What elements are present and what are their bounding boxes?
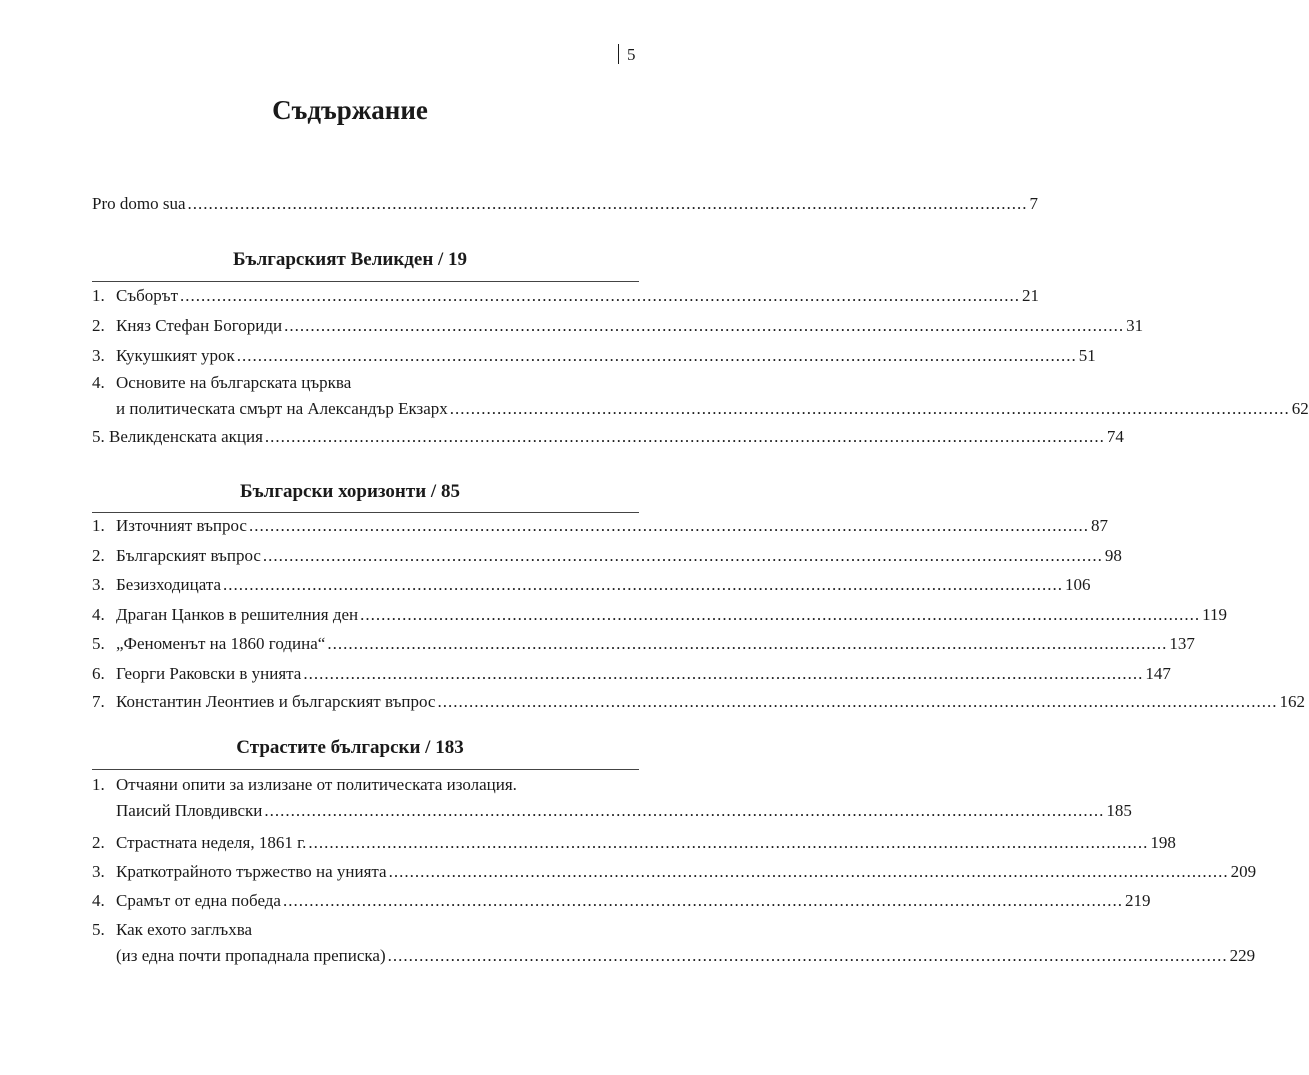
leader-dots: ................................................................................................................................................................: [327, 634, 1168, 653]
toc-entry-number: 2.: [92, 546, 105, 565]
toc-entry-page: 21: [1022, 286, 1039, 305]
toc-entry-page: 198: [1150, 833, 1176, 852]
toc-entry-label: Източният въпрос: [116, 516, 247, 535]
toc-entry-page: 51: [1078, 346, 1096, 365]
toc-entry-page: 87: [1090, 516, 1108, 535]
page-number: [618, 44, 636, 65]
leader-dots: ................................................................................................................................................................: [284, 316, 1125, 335]
toc-entry-number: 3.: [92, 575, 105, 594]
toc-entry: [92, 573, 1091, 597]
leader-dots: ................................................................................................................................................................: [187, 194, 1028, 213]
section-heading: Страстите български / 183: [236, 737, 464, 758]
toc-entry: [92, 889, 1151, 913]
toc-entry-preface: [92, 192, 1038, 216]
toc-entry-page: 229: [1229, 946, 1256, 965]
toc-entry: [92, 918, 1256, 968]
leader-dots: ................................................................................................................................................................: [387, 946, 1228, 965]
toc-entry-page: 31: [1126, 316, 1144, 335]
toc-entry: [92, 632, 1195, 656]
toc-entry-page: 106: [1065, 575, 1091, 594]
toc-entry-number: 2.: [92, 316, 105, 335]
toc-entry-number: 3.: [92, 346, 105, 365]
toc-entry-number: 6.: [92, 664, 105, 683]
toc-entry-label: Срамът от една победа: [116, 891, 281, 910]
toc-entry: [92, 773, 1132, 823]
toc-entry-number: 2.: [92, 833, 105, 852]
toc-entry: [92, 314, 1144, 338]
toc-entry-label: Българският въпрос: [116, 546, 261, 565]
toc-entry-label: (из една почти пропаднала преписка): [116, 946, 386, 965]
leader-dots: ................................................................................................................................................................: [264, 427, 1105, 446]
leader-dots: ................................................................................................................................................................: [437, 692, 1278, 711]
leader-dots: ................................................................................................................................................................: [248, 516, 1089, 535]
toc-entry-label: Безизходицата: [116, 575, 222, 594]
toc-entry-page: 209: [1230, 862, 1257, 881]
toc-entry-label: Краткотрайното тържество на унията: [116, 862, 387, 881]
toc-entry-number: 3.: [92, 862, 105, 881]
toc-entry-page: 185: [1106, 801, 1132, 820]
leader-dots: ................................................................................................................................................................: [308, 833, 1149, 852]
toc-entry-label-line1: Основите на българската църква: [116, 373, 352, 392]
toc-entry: [92, 662, 1171, 686]
leader-dots: ................................................................................................................................................................: [262, 546, 1103, 565]
toc-entry-label: Княз Стефан Богориди: [116, 316, 283, 335]
toc-entry: [92, 831, 1176, 855]
section-rule: [92, 769, 639, 770]
toc-entry: [92, 514, 1108, 538]
toc-entry-number: 5.: [92, 920, 105, 939]
toc-entry-label: Великденската акция: [109, 427, 263, 446]
leader-dots: ................................................................................................................................................................: [236, 346, 1077, 365]
toc-entry-number: 1.: [92, 516, 105, 535]
toc-entry: [92, 344, 1096, 368]
toc-entry: [92, 425, 1124, 449]
toc-entry-label-line1: Отчаяни опити за излизане от политическата изолация.: [116, 775, 517, 794]
toc-entry-page: 137: [1169, 634, 1195, 653]
toc-entry: [92, 371, 1309, 421]
leader-dots: ................................................................................................................................................................: [388, 862, 1229, 881]
toc-entry-number: 7.: [92, 692, 105, 711]
toc-entry: [92, 690, 1305, 714]
page-number-text: 5: [627, 45, 636, 64]
toc-entry-page: 147: [1145, 664, 1171, 683]
toc-entry-page: 162: [1279, 692, 1305, 711]
toc-entry-label: Страстната неделя, 1861 г.: [116, 833, 307, 852]
leader-dots: ................................................................................................................................................................: [264, 801, 1105, 820]
toc-entry-number: 1.: [92, 286, 105, 305]
toc-entry-label: Pro domo sua: [92, 194, 186, 213]
page-title: Съдържание: [272, 95, 428, 125]
section-rule: [92, 512, 639, 513]
section-heading: Български хоризонти / 85: [240, 481, 460, 502]
toc-entry-label: Паисий Пловдивски: [116, 801, 263, 820]
toc-entry-label: Георги Раковски в унията: [116, 664, 302, 683]
leader-dots: ................................................................................................................................................................: [449, 399, 1290, 418]
toc-entry-label: Константин Леонтиев и българският въпрос: [116, 692, 436, 711]
toc-entry-label: Драган Цанков в решителния ден: [116, 605, 359, 624]
toc-entry-number: 4.: [92, 605, 105, 624]
toc-entry-number: 5.: [92, 427, 105, 446]
page-number-rule: [618, 44, 619, 64]
toc-entry: [92, 284, 1039, 308]
toc-entry: [92, 603, 1228, 627]
leader-dots: ................................................................................................................................................................: [360, 605, 1201, 624]
toc-entry-page: 119: [1202, 605, 1228, 624]
toc-entry-page: 98: [1104, 546, 1122, 565]
toc-entry-label-line1: Как ехото заглъхва: [116, 920, 253, 939]
leader-dots: ................................................................................................................................................................: [223, 575, 1064, 594]
section-rule: [92, 281, 639, 282]
toc-entry: [92, 544, 1122, 568]
toc-entry-page: 7: [1029, 194, 1038, 213]
leader-dots: ................................................................................................................................................................: [303, 664, 1144, 683]
toc-entry-label: „Феноменът на 1860 година“: [116, 634, 326, 653]
toc-entry-label: Съборът: [116, 286, 178, 305]
section-heading: Българският Великден / 19: [232, 249, 468, 270]
toc-entry-page: 219: [1124, 891, 1151, 910]
toc-entry-page: 62: [1291, 399, 1309, 418]
toc-entry-label: и политическата смърт на Александър Екзарх: [116, 399, 448, 418]
toc-entry-number: 4.: [92, 373, 105, 392]
leader-dots: ................................................................................................................................................................: [180, 286, 1020, 305]
toc-entry-label: Кукушкият урок: [116, 346, 235, 365]
leader-dots: ................................................................................................................................................................: [282, 891, 1123, 910]
toc-entry-number: 1.: [92, 775, 105, 794]
toc-entry-page: 74: [1106, 427, 1124, 446]
toc-entry-number: 4.: [92, 891, 105, 910]
toc-entry: [92, 860, 1257, 884]
toc-entry-number: 5.: [92, 634, 105, 653]
